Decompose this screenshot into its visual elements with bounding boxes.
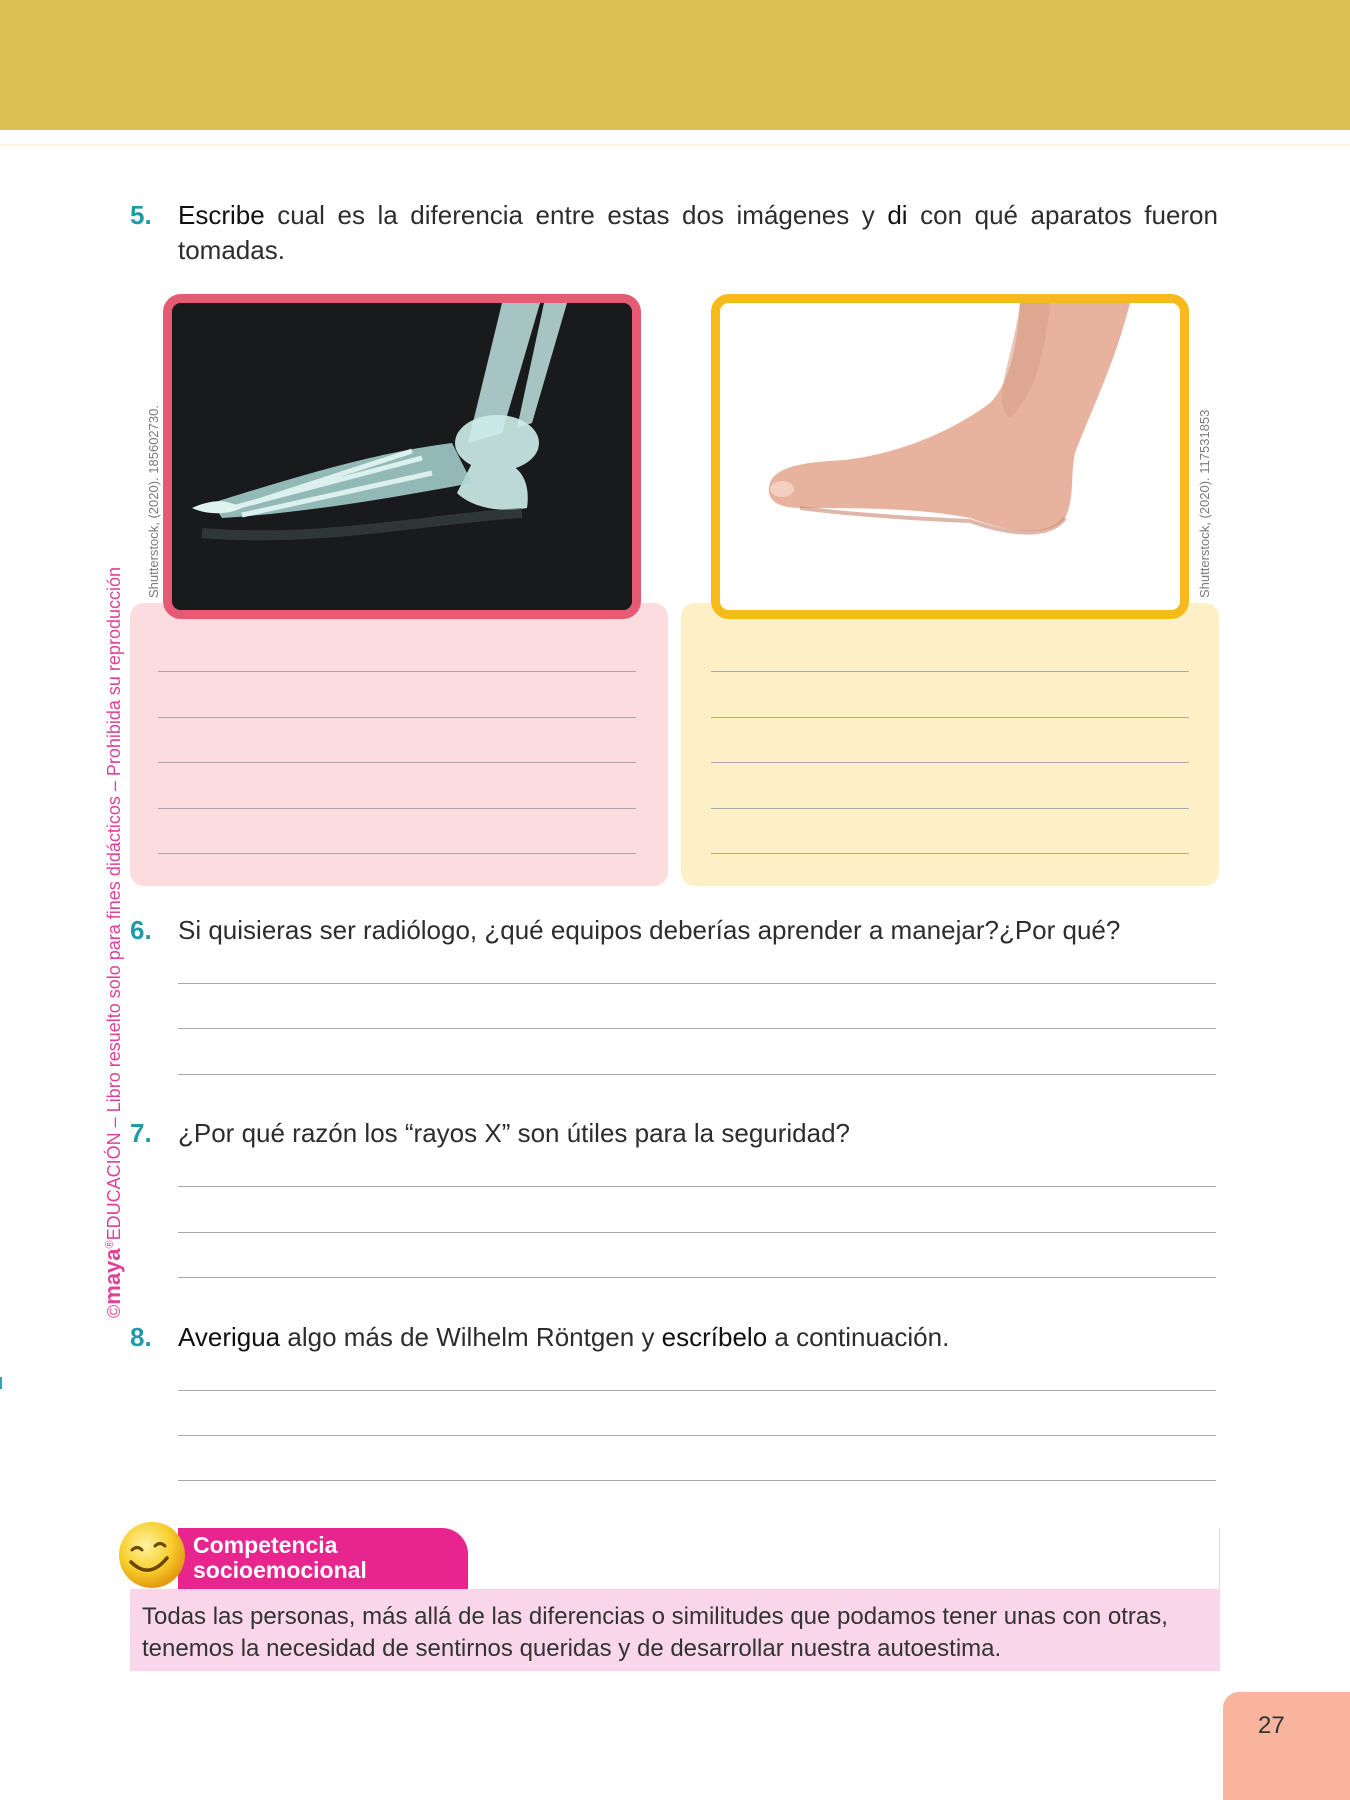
xray-photo-credit: Shutterstock, (2020). 185602730. bbox=[146, 405, 161, 598]
question-7 bbox=[130, 1116, 1220, 1156]
question-6 bbox=[130, 913, 1220, 953]
question-number: 6. bbox=[130, 915, 152, 945]
copyright-vertical: ©maya®EDUCACIÓN – Libro resuelto solo para fines didácticos – Prohibida su reproducción bbox=[100, 567, 125, 1318]
question-text: Escribe cual es la diferencia entre estas dos imágenes y di con qué aparatos fueron tomadas. bbox=[178, 200, 1218, 265]
smiley-icon bbox=[117, 1520, 187, 1590]
competencia-body bbox=[130, 1589, 1220, 1671]
answer-box-photo[interactable] bbox=[681, 603, 1219, 886]
question-number: 7. bbox=[130, 1118, 152, 1148]
competencia-frame bbox=[468, 1528, 1220, 1589]
question-5 bbox=[130, 198, 1220, 270]
competencia-title: Competencia socioemocional bbox=[193, 1532, 367, 1583]
header-band bbox=[0, 0, 1350, 130]
maya-logo: maya bbox=[100, 1248, 125, 1305]
question-number: 5. bbox=[130, 200, 152, 230]
question-number: 8. bbox=[130, 1322, 152, 1352]
question-text: Averigua algo más de Wilhelm Röntgen y escríbelo a continuación. bbox=[178, 1322, 950, 1352]
question-8 bbox=[130, 1320, 1220, 1360]
foot-xray-image bbox=[163, 294, 641, 619]
page-number-tab bbox=[1223, 1692, 1350, 1800]
header-divider bbox=[0, 144, 1350, 146]
question-text: Si quisieras ser radiólogo, ¿qué equipos deberías aprender a manejar?¿Por qué? bbox=[178, 915, 1121, 945]
margin-tick bbox=[0, 1377, 2, 1389]
page-number: 27 bbox=[1258, 1712, 1285, 1739]
competencia-text: Todas las personas, más allá de las diferencias o similitudes que podamos tener unas con otras, tenemos la necesidad de sentirnos queridas y de desarrollar nuestra autoestima. bbox=[142, 1603, 1168, 1662]
question-text: ¿Por qué razón los “rayos X” son útiles para la seguridad? bbox=[178, 1118, 851, 1148]
answer-box-xray[interactable] bbox=[130, 603, 668, 886]
foot-photo-image bbox=[711, 294, 1189, 619]
foot-photo-credit: Shutterstock, (2020). 117531853 bbox=[1197, 409, 1212, 598]
